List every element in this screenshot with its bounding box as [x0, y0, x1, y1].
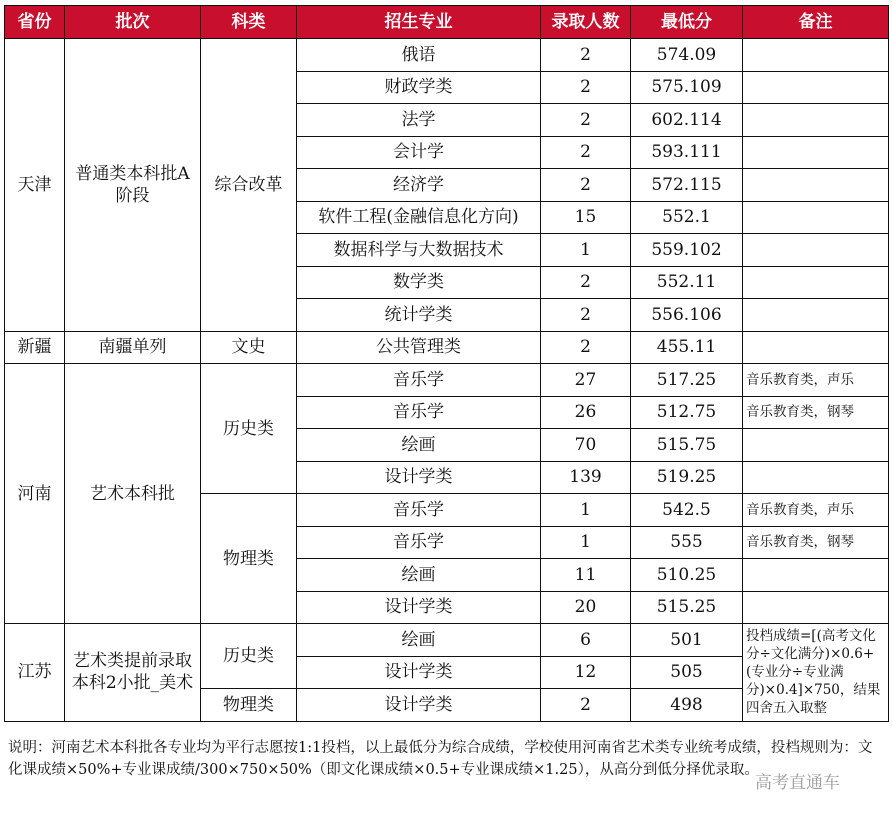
table-row [5, 364, 889, 397]
major-cell: 音乐学 [297, 364, 541, 397]
note-cell [743, 591, 889, 624]
column-header: 招生专业 [297, 6, 541, 39]
score-cell: 498 [631, 689, 743, 722]
count-cell: 20 [541, 591, 631, 624]
score-cell: 602.114 [631, 104, 743, 137]
count-cell: 70 [541, 429, 631, 462]
table-row [5, 624, 889, 657]
column-header: 最低分 [631, 6, 743, 39]
major-cell: 设计学类 [297, 461, 541, 494]
count-cell: 26 [541, 396, 631, 429]
note-cell [743, 461, 889, 494]
note-cell [743, 201, 889, 234]
column-header: 科类 [201, 6, 297, 39]
major-cell: 音乐学 [297, 494, 541, 527]
score-cell: 552.11 [631, 266, 743, 299]
province-cell: 江苏 [5, 624, 65, 722]
count-cell: 2 [541, 266, 631, 299]
count-cell: 2 [541, 136, 631, 169]
major-cell: 设计学类 [297, 591, 541, 624]
count-cell: 27 [541, 364, 631, 397]
count-cell: 15 [541, 201, 631, 234]
note-cell [743, 331, 889, 364]
batch-cell: 南疆单列 [65, 331, 201, 364]
count-cell: 12 [541, 656, 631, 689]
score-cell: 515.75 [631, 429, 743, 462]
note-cell [743, 299, 889, 332]
score-cell: 501 [631, 624, 743, 657]
count-cell: 2 [541, 39, 631, 72]
count-cell: 2 [541, 689, 631, 722]
score-cell: 555 [631, 526, 743, 559]
note-cell: 投档成绩=[(高考文化分÷文化满分)×0.6+(专业分÷专业满分)×0.4]×750，结果四舍五入取整 [743, 624, 889, 722]
category-cell: 历史类 [201, 624, 297, 689]
score-cell: 455.11 [631, 331, 743, 364]
province-cell: 新疆 [5, 331, 65, 364]
count-cell: 2 [541, 104, 631, 137]
category-cell: 物理类 [201, 689, 297, 722]
batch-cell: 艺术类提前录取本科2小批_美术 [65, 624, 201, 722]
category-cell: 文史 [201, 331, 297, 364]
count-cell: 11 [541, 559, 631, 592]
score-cell: 556.106 [631, 299, 743, 332]
score-cell: 519.25 [631, 461, 743, 494]
count-cell: 2 [541, 299, 631, 332]
column-header: 省份 [5, 6, 65, 39]
category-cell: 综合改革 [201, 39, 297, 332]
count-cell: 2 [541, 331, 631, 364]
note-cell [743, 429, 889, 462]
note-cell [743, 234, 889, 267]
category-cell: 历史类 [201, 364, 297, 494]
note-cell [743, 136, 889, 169]
score-cell: 593.111 [631, 136, 743, 169]
score-cell: 575.109 [631, 71, 743, 104]
major-cell: 会计学 [297, 136, 541, 169]
major-cell: 音乐学 [297, 396, 541, 429]
province-cell: 天津 [5, 39, 65, 332]
footnote: 说明：河南艺术本科批各专业均为平行志愿按1:1投档，以上最低分为综合成绩，学校使用河南省艺术类专业统考成绩，投档规则为：文化课成绩×50%+专业课成绩/300×750×50%（即文化课成绩×0.5+专业课成绩×1.25），从高分到低分择优录取。 [8, 740, 873, 778]
count-cell: 1 [541, 494, 631, 527]
score-cell: 512.75 [631, 396, 743, 429]
major-cell: 统计学类 [297, 299, 541, 332]
major-cell: 数学类 [297, 266, 541, 299]
major-cell: 设计学类 [297, 656, 541, 689]
note-cell: 音乐教育类，声乐 [743, 494, 889, 527]
score-cell: 572.115 [631, 169, 743, 202]
major-cell: 法学 [297, 104, 541, 137]
column-header: 备注 [743, 6, 889, 39]
score-cell: 542.5 [631, 494, 743, 527]
note-cell [743, 104, 889, 137]
score-cell: 552.1 [631, 201, 743, 234]
note-cell [743, 266, 889, 299]
major-cell: 软件工程(金融信息化方向) [297, 201, 541, 234]
score-cell: 559.102 [631, 234, 743, 267]
count-cell: 2 [541, 169, 631, 202]
major-cell: 经济学 [297, 169, 541, 202]
score-cell: 574.09 [631, 39, 743, 72]
score-cell: 517.25 [631, 364, 743, 397]
major-cell: 财政学类 [297, 71, 541, 104]
count-cell: 1 [541, 234, 631, 267]
major-cell: 绘画 [297, 559, 541, 592]
note-cell [743, 71, 889, 104]
major-cell: 设计学类 [297, 689, 541, 722]
column-header: 录取人数 [541, 6, 631, 39]
major-cell: 数据科学与大数据技术 [297, 234, 541, 267]
major-cell: 俄语 [297, 39, 541, 72]
table-row [5, 39, 889, 72]
batch-cell: 艺术本科批 [65, 364, 201, 624]
note-cell [743, 559, 889, 592]
table-row [5, 331, 889, 364]
count-cell: 6 [541, 624, 631, 657]
major-cell: 绘画 [297, 429, 541, 462]
note-cell: 音乐教育类，钢琴 [743, 396, 889, 429]
admission-table [4, 5, 889, 722]
category-cell: 物理类 [201, 494, 297, 624]
note-cell [743, 39, 889, 72]
major-cell: 音乐学 [297, 526, 541, 559]
note-cell [743, 169, 889, 202]
score-cell: 505 [631, 656, 743, 689]
count-cell: 139 [541, 461, 631, 494]
province-cell: 河南 [5, 364, 65, 624]
watermark: 高考直通车 [755, 773, 840, 793]
score-cell: 510.25 [631, 559, 743, 592]
note-cell: 音乐教育类，钢琴 [743, 526, 889, 559]
count-cell: 2 [541, 71, 631, 104]
score-cell: 515.25 [631, 591, 743, 624]
note-cell: 音乐教育类，声乐 [743, 364, 889, 397]
header-row [5, 6, 889, 39]
batch-cell: 普通类本科批A阶段 [65, 39, 201, 332]
major-cell: 公共管理类 [297, 331, 541, 364]
column-header: 批次 [65, 6, 201, 39]
major-cell: 绘画 [297, 624, 541, 657]
count-cell: 1 [541, 526, 631, 559]
